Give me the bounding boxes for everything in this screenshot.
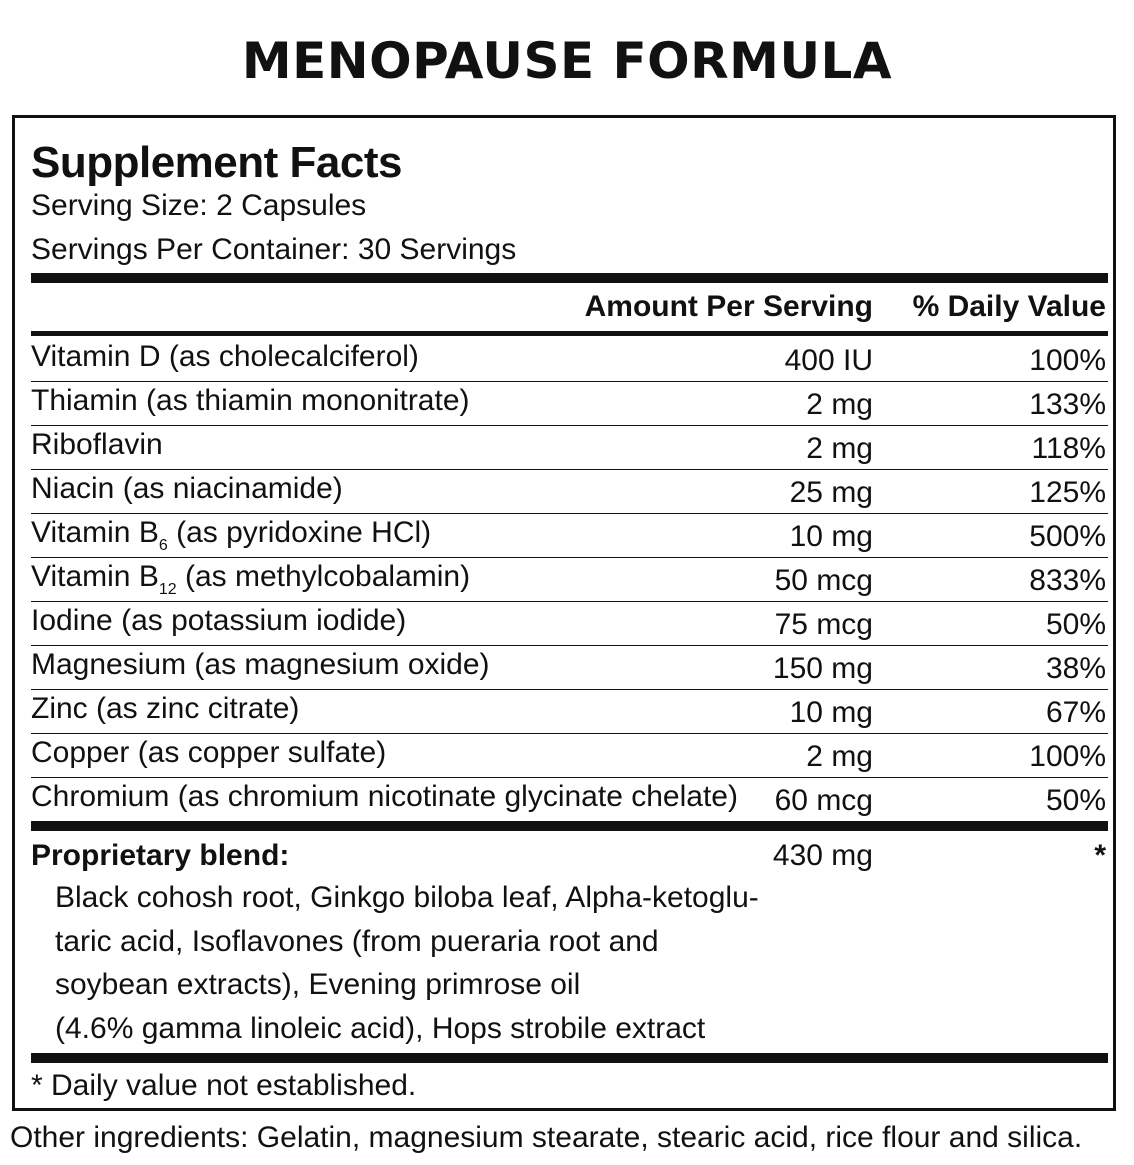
row-divider — [31, 733, 1108, 734]
nutrient-daily-value: 133% — [1029, 388, 1106, 421]
nutrient-amount: 10 mg — [789, 696, 873, 729]
nutrient-name-text: Vitamin B — [31, 560, 159, 593]
nutrient-name-detail: (as pyridoxine HCl) — [167, 516, 432, 549]
nutrient-subscript: 12 — [158, 581, 177, 598]
nutrient-amount: 400 IU — [784, 344, 873, 377]
nutrient-amount: 75 mcg — [774, 608, 873, 641]
nutrient-daily-value: 833% — [1029, 564, 1106, 597]
nutrient-daily-value: 500% — [1029, 520, 1106, 553]
column-header-amount: Amount Per Serving — [584, 290, 873, 323]
nutrient-amount: 2 mg — [806, 740, 873, 773]
thick-divider-bottom — [31, 1053, 1108, 1063]
nutrient-subscript: 6 — [158, 537, 168, 554]
supplement-facts-panel — [12, 115, 1116, 1111]
nutrient-daily-value: 118% — [1031, 432, 1106, 465]
nutrient-name-text: Magnesium (as magnesium oxide) — [31, 648, 490, 681]
proprietary-blend-daily-value: * — [1094, 839, 1106, 872]
nutrient-amount: 2 mg — [806, 432, 873, 465]
product-title: MENOPAUSE FORMULA — [241, 32, 893, 90]
nutrient-name — [31, 471, 343, 507]
row-divider — [31, 645, 1108, 646]
nutrient-name-text: Thiamin (as thiamin mononitrate) — [31, 384, 470, 417]
nutrient-name — [31, 559, 471, 598]
serving-size: Serving Size: 2 Capsules — [31, 189, 367, 222]
row-divider — [31, 425, 1108, 426]
nutrient-name — [31, 691, 299, 727]
nutrient-amount: 10 mg — [789, 520, 873, 553]
thick-divider-blend — [31, 821, 1108, 831]
column-header-daily-value: % Daily Value — [912, 290, 1106, 323]
nutrient-name — [31, 647, 490, 683]
nutrient-name-text: Iodine (as potassium iodide) — [31, 604, 407, 637]
other-ingredients: Other ingredients: Gelatin, magnesium stearate, stearic acid, rice flour and silica. — [10, 1121, 1083, 1154]
row-divider — [31, 557, 1108, 558]
nutrient-daily-value: 67% — [1045, 696, 1106, 729]
nutrient-daily-value: 125% — [1029, 476, 1106, 509]
nutrient-name-text: Riboflavin — [31, 428, 163, 461]
proprietary-blend-label: Proprietary blend: — [31, 839, 290, 872]
nutrient-daily-value: 100% — [1029, 740, 1106, 773]
thick-divider-top — [31, 273, 1108, 283]
daily-value-footnote: * Daily value not established. — [31, 1069, 417, 1102]
nutrient-daily-value: 50% — [1045, 608, 1106, 641]
medium-divider — [31, 331, 1108, 336]
nutrient-amount: 2 mg — [806, 388, 873, 421]
nutrient-name — [31, 603, 406, 639]
nutrient-name-text: Chromium (as chromium nicotinate glycinate chelate) — [31, 780, 738, 813]
row-divider — [31, 601, 1108, 602]
nutrient-name-text: Zinc (as zinc citrate) — [31, 692, 300, 725]
nutrient-name-text: Vitamin D (as cholecalciferol) — [31, 340, 419, 373]
nutrient-name — [31, 427, 163, 463]
proprietary-blend-amount: 430 mg — [772, 839, 873, 872]
nutrient-name — [31, 339, 419, 375]
row-divider — [31, 513, 1108, 514]
nutrient-name-text: Vitamin B — [31, 516, 159, 549]
facts-heading: Supplement Facts — [31, 138, 402, 187]
nutrient-name — [31, 735, 386, 771]
nutrient-amount: 150 mg — [772, 652, 873, 685]
nutrient-name-detail: (as methylcobalamin) — [176, 560, 471, 593]
nutrient-name-text: Copper (as copper sulfate) — [31, 736, 387, 769]
nutrient-amount: 60 mcg — [774, 784, 873, 817]
row-divider — [31, 469, 1108, 470]
row-divider — [31, 777, 1108, 778]
nutrient-daily-value: 38% — [1045, 652, 1106, 685]
nutrient-daily-value: 100% — [1029, 344, 1106, 377]
nutrient-daily-value: 50% — [1045, 784, 1106, 817]
servings-per-container: Servings Per Container: 30 Servings — [31, 233, 517, 266]
nutrient-name — [31, 515, 432, 554]
nutrient-name — [31, 383, 470, 419]
nutrient-amount: 50 mcg — [774, 564, 873, 597]
proprietary-blend-ingredients: Black cohosh root, Ginkgo biloba leaf, Alpha-ketoglu- taric acid, Isoflavones (from pueraria root and soybean extracts), Evening primrose oil (4.6% gamma linoleic acid), Hops strobile extract — [55, 881, 759, 1045]
nutrient-amount: 25 mg — [789, 476, 873, 509]
row-divider — [31, 381, 1108, 382]
nutrient-name-text: Niacin (as niacinamide) — [31, 472, 343, 505]
row-divider — [31, 689, 1108, 690]
